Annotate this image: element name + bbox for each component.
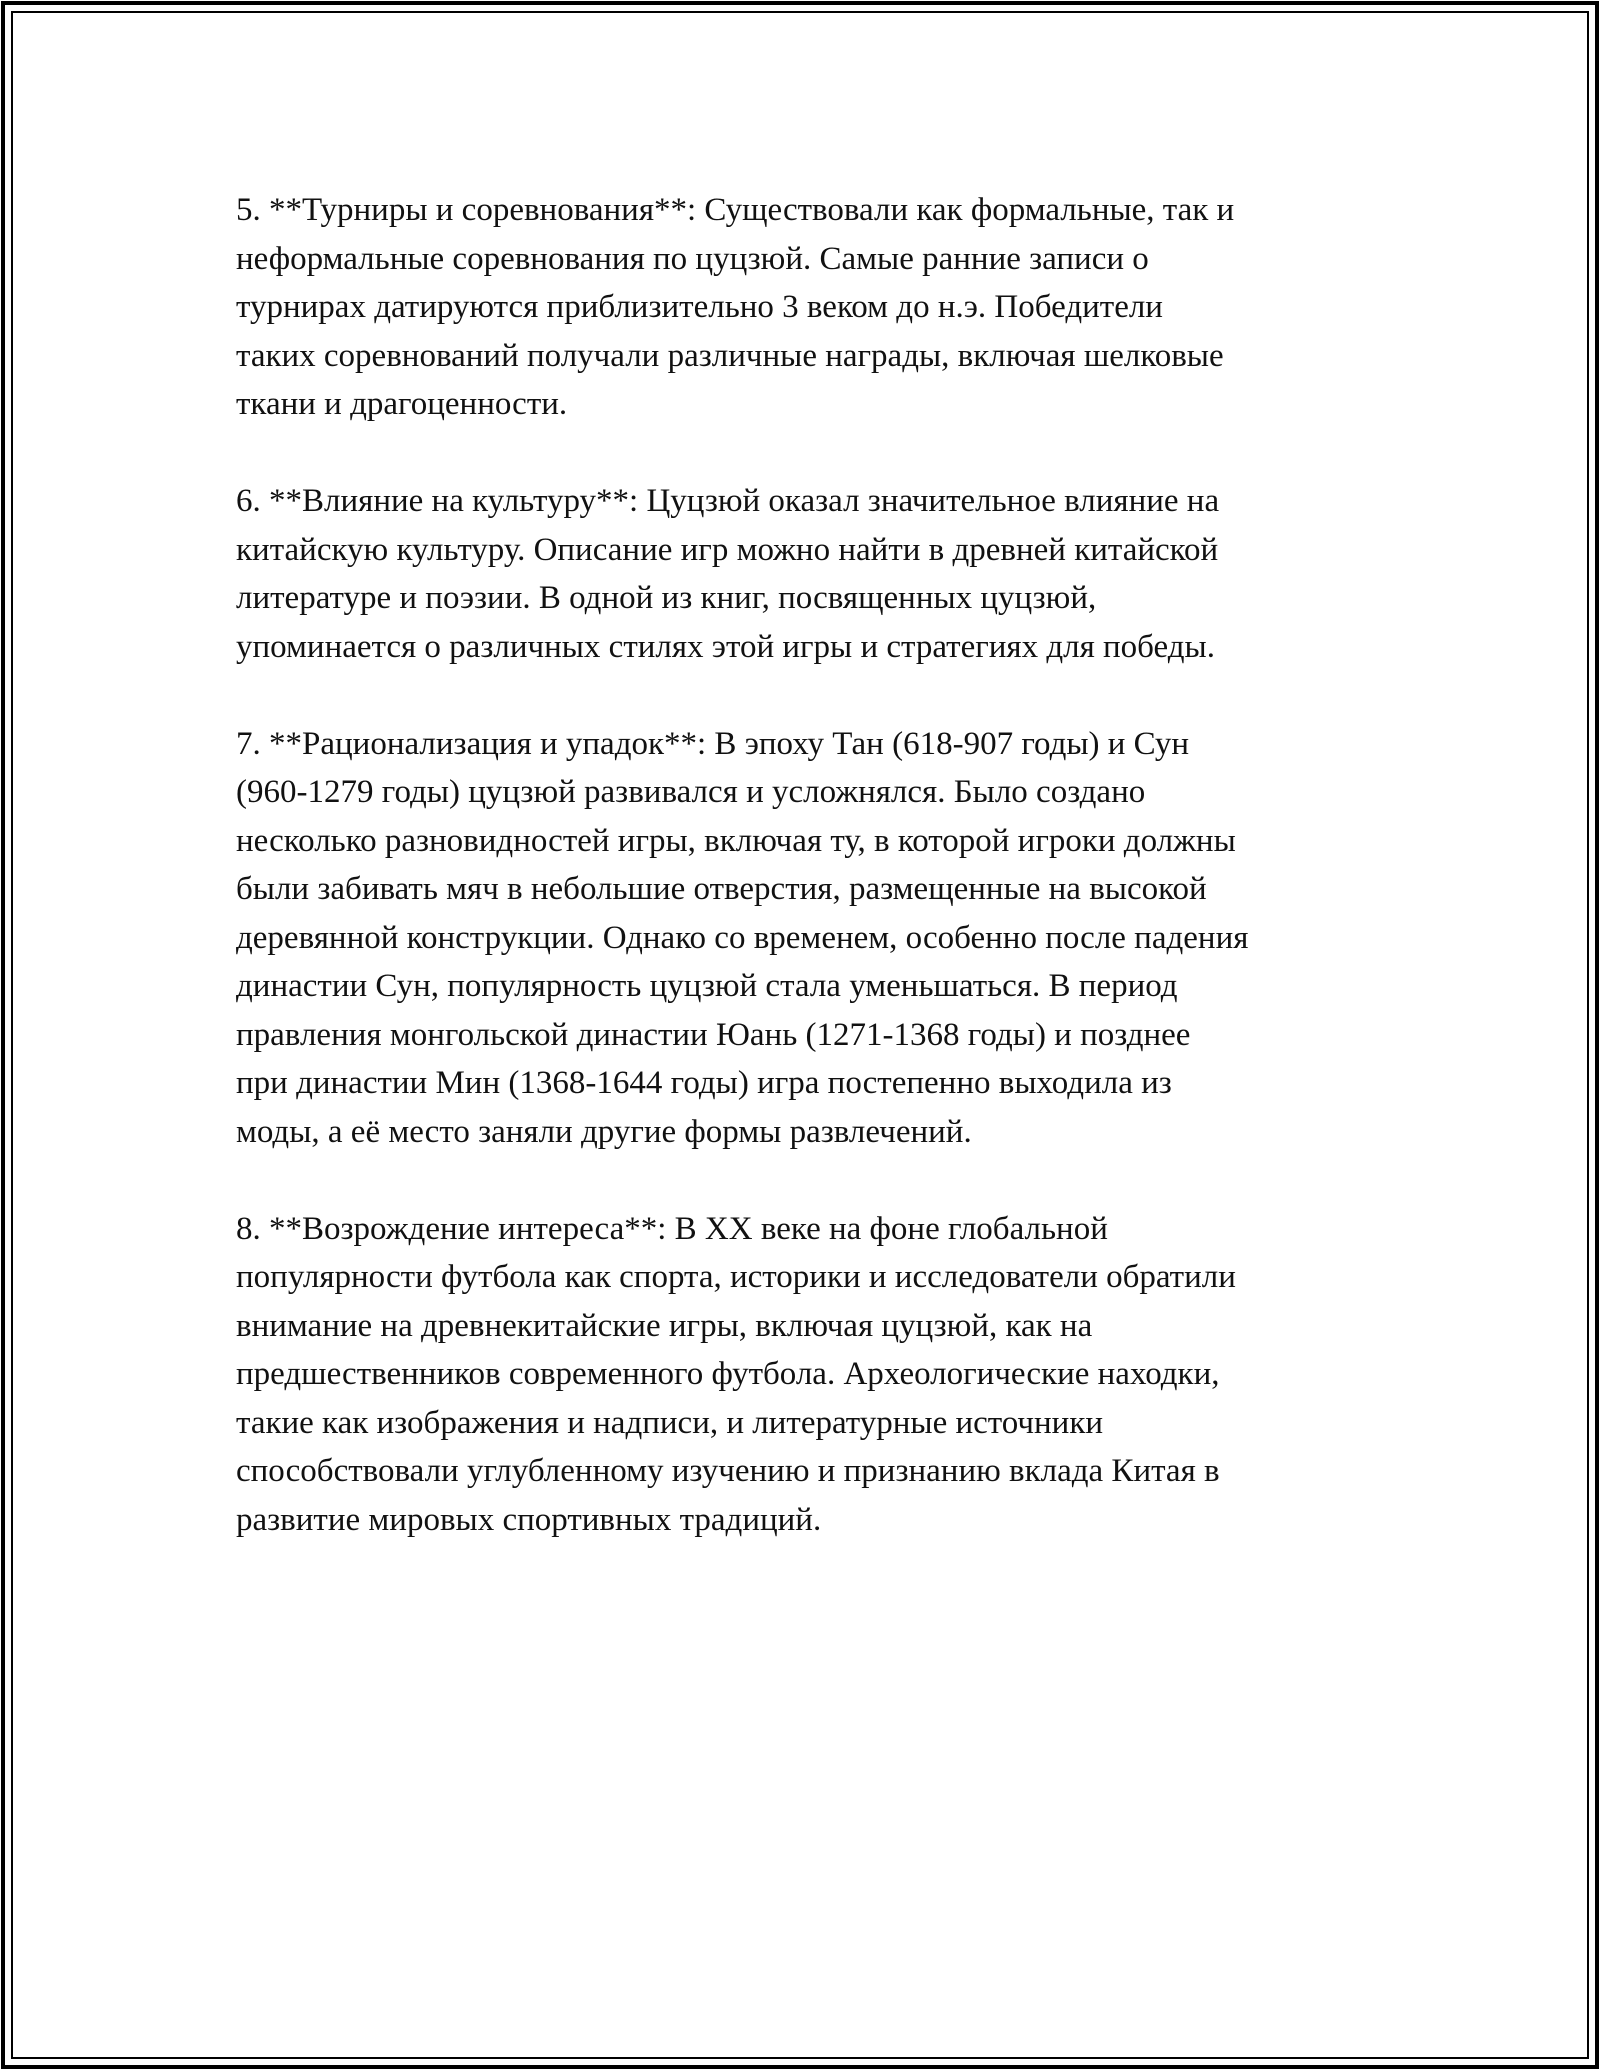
text-line: при династии Мин (1368-1644 годы) игра постепенно выходила из bbox=[236, 1065, 1172, 1101]
document-body bbox=[236, 186, 1386, 1593]
text-line: внимание на древнекитайские игры, включая цуцзюй, как на bbox=[236, 1307, 1093, 1344]
text-line: 8. **Возрождение интереса**: В XX веке на фоне глобальной bbox=[236, 1210, 1108, 1247]
text-line: неформальные соревнования по цуцзюй. Самые ранние записи о bbox=[236, 240, 1149, 277]
text-line: турнирах датируются приблизительно 3 веком до н.э. Победители bbox=[236, 289, 1163, 325]
paragraph-decline bbox=[236, 720, 1386, 1157]
paragraph-culture bbox=[236, 477, 1386, 671]
text-line: литературе и поэзии. В одной из книг, посвященных цуцзюй, bbox=[236, 580, 1097, 616]
text-line: династии Сун, популярность цуцзюй стала уменьшаться. В период bbox=[236, 968, 1178, 1004]
text-line: развитие мировых спортивных традиций. bbox=[236, 1501, 822, 1538]
text-line: предшественников современного футбола. Археологические находки, bbox=[236, 1356, 1220, 1392]
text-line: моды, а её место заняли другие формы развлечений. bbox=[236, 1113, 972, 1150]
text-line: китайскую культуру. Описание игр можно найти в древней китайской bbox=[236, 531, 1219, 568]
text-line: 7. **Рационализация и упадок**: В эпоху Тан (618-907 годы) и Сун bbox=[236, 725, 1190, 762]
text-line: такие как изображения и надписи, и литературные источники bbox=[236, 1404, 1104, 1441]
text-line: способствовали углубленному изучению и признанию вклада Китая в bbox=[236, 1453, 1220, 1489]
text-line: ткани и драгоценности. bbox=[236, 386, 568, 422]
text-line: 5. **Турниры и соревнования**: Существовали как формальные, так и bbox=[236, 192, 1235, 228]
text-line: упоминается о различных стилях этой игры и стратегиях для победы. bbox=[236, 628, 1215, 665]
text-line: 6. **Влияние на культуру**: Цуцзюй оказал значительное влияние на bbox=[236, 483, 1220, 519]
text-line: таких соревнований получали различные награды, включая шелковые bbox=[236, 337, 1224, 374]
text-line: деревянной конструкции. Однако со временем, особенно после падения bbox=[236, 919, 1249, 956]
text-line: (960-1279 годы) цуцзюй развивался и усложнялся. Было создано bbox=[236, 774, 1146, 810]
paragraph-tournaments bbox=[236, 186, 1386, 429]
text-line: были забивать мяч в небольшие отверстия, размещенные на высокой bbox=[236, 871, 1207, 907]
text-line: несколько разновидностей игры, включая ту, в которой игроки должны bbox=[236, 822, 1236, 859]
paragraph-revival bbox=[236, 1205, 1386, 1545]
text-line: популярности футбола как спорта, историки и исследователи обратили bbox=[236, 1259, 1236, 1295]
text-line: правления монгольской династии Юань (1271-1368 годы) и позднее bbox=[236, 1016, 1191, 1053]
